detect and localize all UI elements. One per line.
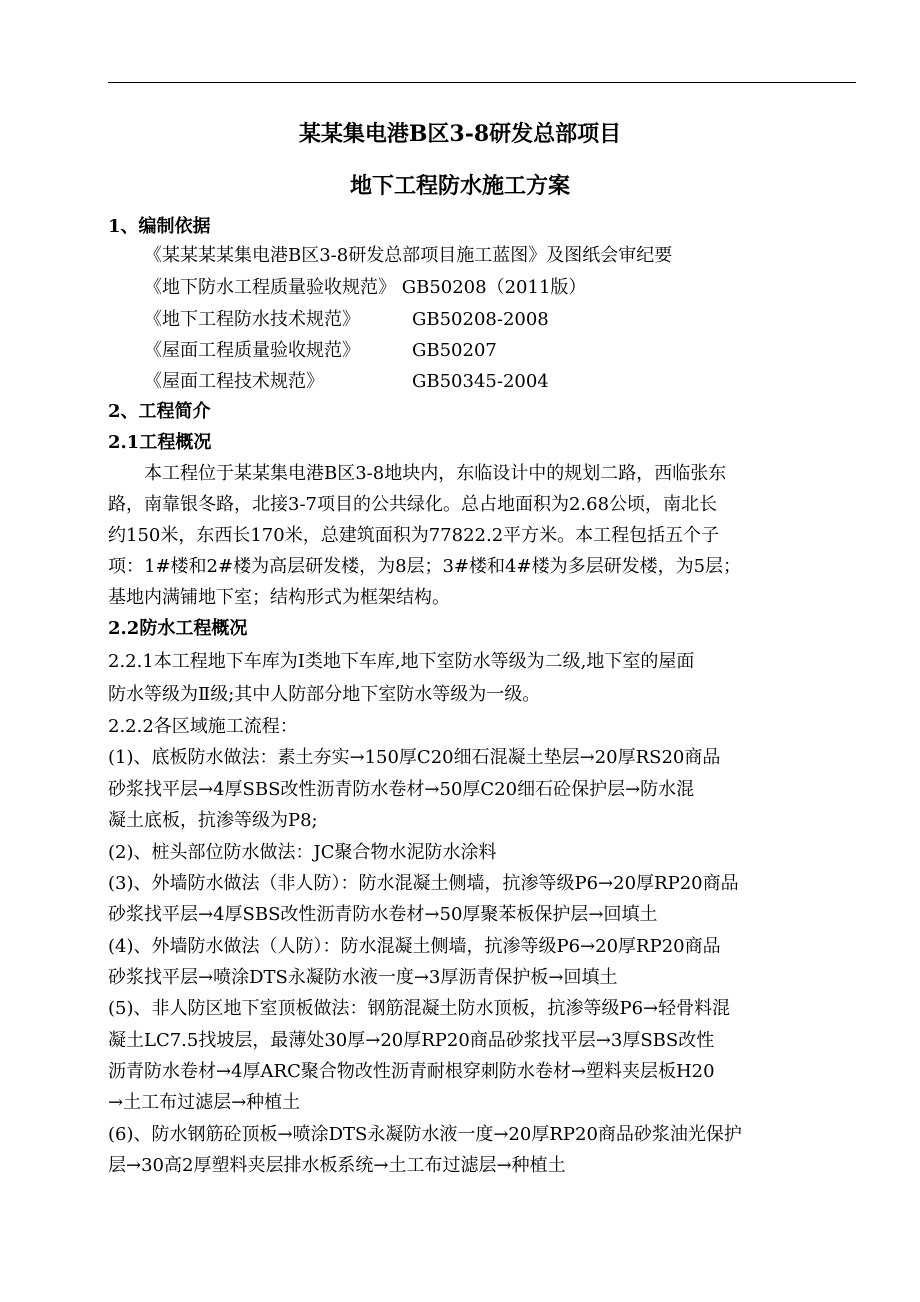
section-2-heading: 2、工程简介: [108, 401, 211, 422]
paragraph-line: 基地内满铺地下室；结构形式为框架结构。: [108, 587, 450, 608]
reference-item: 《地下防水工程质量验收规范》 GB50208（2011版）: [144, 277, 587, 298]
list-item-line: (1)、底板防水做法：素土夯实→150厚C20细石混凝土垫层→20厚RS20商品: [108, 747, 721, 768]
list-item-line: →土工布过滤层→种植土: [108, 1092, 301, 1113]
reference-code: GB50345-2004: [412, 371, 549, 392]
list-item-line: 凝土LC7.5找坡层，最薄处30厚→20厚RP20商品砂浆找平层→3厚SBS改性: [108, 1030, 715, 1051]
reference-code: GB50208-2008: [412, 309, 549, 330]
list-item-line: 层→30高2厚塑料夹层排水板系统→土工布过滤层→种植土: [108, 1155, 566, 1176]
reference-item: 《屋面工程技术规范》: [144, 371, 324, 392]
list-item-line: (4)、外墙防水做法（人防）：防水混凝土侧墙，抗渗等级P6→20厚RP20商品: [108, 936, 721, 957]
section-1-heading: 1、编制依据: [108, 216, 211, 237]
paragraph-line: 项：1#楼和2#楼为高层研发楼，为8层；3#楼和4#楼为多层研发楼，为5层；: [108, 556, 742, 577]
paragraph-line: 防水等级为Ⅱ级;其中人防部分地下室防水等级为一级。: [108, 684, 541, 705]
document-subtitle: 地下工程防水施工方案: [349, 173, 570, 199]
list-item-line: 沥青防水卷材→4厚ARC聚合物改性沥青耐根穿刺防水卷材→塑料夹层板H20: [108, 1061, 715, 1082]
paragraph-line: 2.2.1本工程地下车库为Ⅰ类地下车库,地下室防水等级为二级,地下室的屋面: [108, 651, 695, 672]
list-item-line: (2)、桩头部位防水做法：JC聚合物水泥防水涂料: [108, 842, 497, 863]
paragraph-line: 路，南靠银冬路，北接3-7项目的公共绿化。总占地面积为2.68公顷，南北长: [108, 494, 718, 515]
list-item-line: (3)、外墙防水做法（非人防）：防水混凝土侧墙，抗渗等级P6→20厚RP20商品: [108, 873, 739, 894]
list-item-line: 砂浆找平层→4厚SBS改性沥青防水卷材→50厚C20细石砼保护层→防水混: [108, 779, 695, 800]
document-title: 某某集电港B区3-8研发总部项目: [298, 121, 622, 147]
paragraph-line: 2.2.2各区域施工流程：: [108, 716, 298, 737]
list-item-line: 砂浆找平层→4厚SBS改性沥青防水卷材→50厚聚苯板保护层→回填土: [108, 904, 658, 925]
reference-code: GB50207: [412, 340, 497, 361]
header-rule: [108, 82, 856, 83]
list-item-line: 砂浆找平层→喷涂DTS永凝防水液一度→3厚沥青保护板→回填土: [108, 967, 618, 988]
list-item-line: (6)、防水钢筋砼顶板→喷涂DTS永凝防水液一度→20厚RP20商品砂浆油光保护: [108, 1124, 742, 1145]
reference-item: 《某某某某集电港B区3-8研发总部项目施工蓝图》及图纸会审纪要: [144, 245, 673, 266]
reference-item: 《地下工程防水技术规范》: [144, 309, 360, 330]
subsection-2-2-heading: 2.2防水工程概况: [108, 618, 248, 639]
list-item-line: 凝土底板，抗渗等级为P8;: [108, 810, 318, 831]
paragraph-line: 约150米，东西长170米，总建筑面积为77822.2平方米。本工程包括五个子: [108, 525, 720, 546]
subsection-2-1-heading: 2.1工程概况: [108, 432, 212, 453]
reference-item: 《屋面工程质量验收规范》: [144, 340, 360, 361]
paragraph-line: 本工程位于某某集电港B区3-8地块内，东临设计中的规划二路，西临张东: [144, 463, 727, 484]
list-item-line: (5)、非人防区地下室顶板做法：钢筋混凝土防水顶板，抗渗等级P6→轻骨料混: [108, 998, 731, 1019]
